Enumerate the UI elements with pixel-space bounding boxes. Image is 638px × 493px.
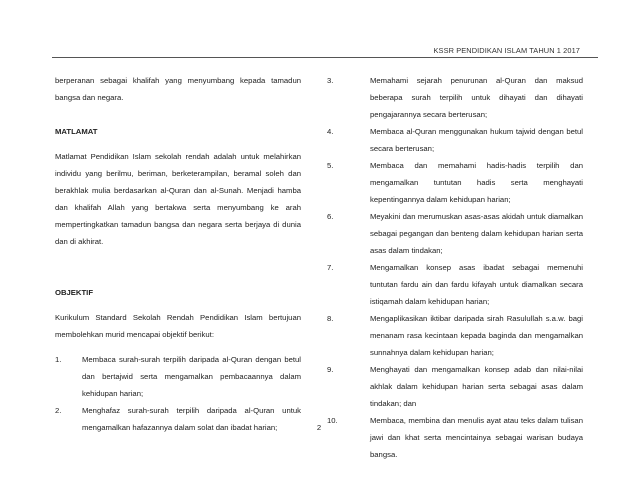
list-item-text: Menghafaz surah-surah terpilih daripada al-Quran untuk mengamalkan hafazannya dalam solat dan ibadat harian;	[82, 406, 301, 432]
list-item-number: 1.	[55, 355, 62, 364]
left-column	[55, 72, 301, 436]
spacer	[55, 140, 301, 148]
spacer	[55, 250, 301, 284]
list-item	[327, 157, 583, 208]
list-item-number: 10.	[327, 416, 338, 425]
list-item-number: 2.	[55, 406, 62, 415]
list-item-number: 6.	[327, 212, 334, 221]
spacer	[55, 106, 301, 123]
list-item-text: Membaca al-Quran menggunakan hukum tajwid dengan betul secara berterusan;	[370, 127, 583, 153]
running-header: KSSR PENDIDIKAN ISLAM TAHUN 1 2017	[433, 46, 580, 55]
list-item-number: 7.	[327, 263, 334, 272]
list-item	[327, 208, 583, 259]
list-item	[327, 72, 583, 123]
page-number: 2	[316, 423, 322, 432]
list-item-text: Membaca, membina dan menulis ayat atau teks dalam tulisan jawi dan khat serta mencintainya sebagai warisan budaya bangsa.	[370, 416, 583, 459]
list-item-text: Mengaplikasikan iktibar daripada sirah Rasulullah s.a.w. bagi menanam rasa kecintaan kepada baginda dan mengamalkan sunnahnya dalam kehidupan harian;	[370, 314, 583, 357]
list-item-number: 5.	[327, 161, 334, 170]
list-item	[55, 351, 301, 402]
list-item	[327, 412, 583, 463]
list-item-number: 8.	[327, 314, 334, 323]
matlamat-heading: MATLAMAT	[55, 127, 98, 136]
header-rule	[52, 57, 598, 58]
list-item-text: Mengamalkan konsep asas ibadat sebagai memenuhi tuntutan fardu ain dan fardu kifayah untuk diamalkan secara istiqamah dalam kehidupan harian;	[370, 263, 583, 306]
list-item	[327, 123, 583, 157]
list-item-number: 9.	[327, 365, 334, 374]
list-item-text: Membaca dan memahami hadis-hadis terpilih dan mengamalkan tuntutan hadis serta menghayati kepentingannya dalam kehidupan harian;	[370, 161, 583, 204]
objektif-heading: OBJEKTIF	[55, 288, 94, 297]
right-column	[327, 72, 583, 463]
objektif-intro: Kurikulum Standard Sekolah Rendah Pendidikan Islam bertujuan membolehkan murid mencapai objektif berikut:	[55, 313, 301, 339]
list-item-text: Memahami sejarah penurunan al-Quran dan maksud beberapa surah terpilih untuk dihayati dan dihayati pengajarannya secara berterusan;	[370, 76, 583, 119]
list-item	[327, 259, 583, 310]
matlamat-paragraph: Matlamat Pendidikan Islam sekolah rendah adalah untuk melahirkan individu yang berilmu, beriman, berketerampilan, beramal soleh dan berakhlak mulia berdasarkan al-Quran dan al-Sunah. Menjadi hamba dan khalifah Allah yang bertakwa serta menyumbang ke arah mempertingkatkan tamadun bangsa dan negara serta berjaya di dunia dan di akhirat.	[55, 152, 301, 246]
list-item-text: Menghayati dan mengamalkan konsep adab dan nilai-nilai akhlak dalam kehidupan harian serta sebagai asas dalam tindakan; dan	[370, 365, 583, 408]
list-item	[327, 310, 583, 361]
list-item-number: 3.	[327, 76, 334, 85]
list-item-text: Membaca surah-surah terpilih daripada al-Quran dengan betul dan bertajwid serta mengamalkan pembacaannya dalam kehidupan harian;	[82, 355, 301, 398]
list-item-text: Meyakini dan merumuskan asas-asas akidah untuk diamalkan sebagai pegangan dan benteng dalam kehidupan harian serta asas dalam tindakan;	[370, 212, 583, 255]
spacer	[55, 301, 301, 309]
list-item	[327, 361, 583, 412]
list-item-number: 4.	[327, 127, 334, 136]
intro-paragraph: berperanan sebagai khalifah yang menyumbang kepada tamadun bangsa dan negara.	[55, 76, 301, 102]
objective-list-right	[327, 72, 583, 463]
spacer	[55, 343, 301, 351]
